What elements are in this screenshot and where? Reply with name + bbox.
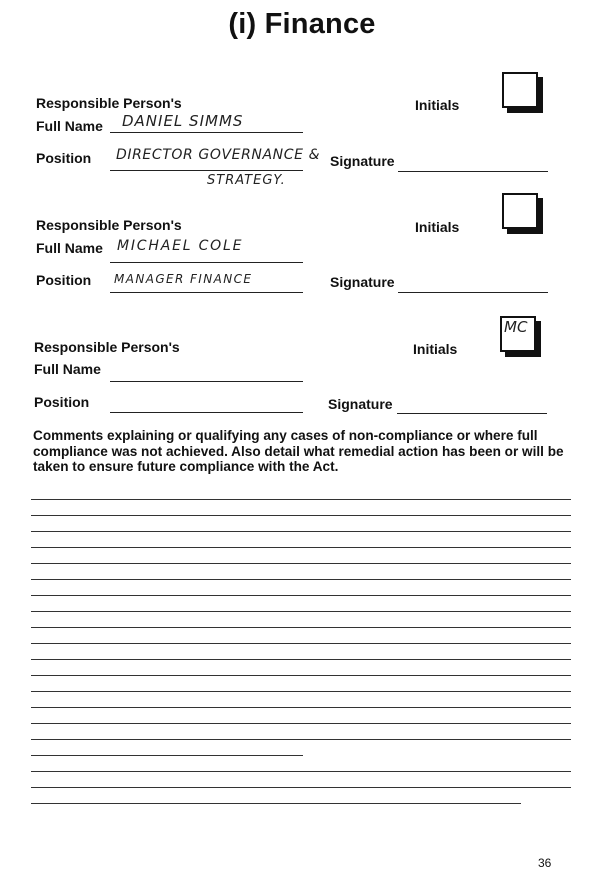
full-name-label: Full Name xyxy=(36,118,103,134)
comments-instructions: Comments explaining or qualifying any cases of non-compliance or where full compliance was not achieved. Also detail what remedial action has been or will be taken to ensure future compliance with the Act. xyxy=(33,428,564,474)
initials-box xyxy=(502,72,538,108)
comment-line xyxy=(31,659,571,660)
comment-line xyxy=(31,595,571,596)
page-title: (i) Finance xyxy=(228,8,376,40)
initials-label: Initials xyxy=(413,341,458,357)
signature-label: Signature xyxy=(328,396,393,412)
position-line xyxy=(110,412,303,413)
full-name-line xyxy=(110,262,303,263)
position-line xyxy=(110,292,303,293)
comment-line xyxy=(31,611,571,612)
comment-line xyxy=(31,515,571,516)
person1-position-line2: STRATEGY. xyxy=(207,173,286,188)
comment-line xyxy=(31,547,571,548)
person3-initials: MC xyxy=(504,318,528,336)
initials-label: Initials xyxy=(415,97,460,113)
comment-line xyxy=(31,707,571,708)
comment-line xyxy=(31,563,571,564)
responsible-person-label: Responsible Person's xyxy=(36,217,182,233)
signature-line xyxy=(397,413,547,414)
position-label: Position xyxy=(36,150,92,166)
full-name-line xyxy=(110,132,303,133)
comment-line xyxy=(31,531,571,532)
person2-full-name: MICHAEL COLE xyxy=(117,238,244,254)
comment-line xyxy=(31,691,571,692)
responsible-person-label: Responsible Person's xyxy=(34,339,180,355)
responsible-person-label: Responsible Person's xyxy=(36,95,182,111)
person1-full-name: DANIEL SIMMS xyxy=(122,112,244,130)
comment-line xyxy=(31,627,571,628)
comment-line xyxy=(31,771,571,772)
comment-line xyxy=(31,723,571,724)
comment-line xyxy=(31,675,571,676)
comment-line xyxy=(31,803,521,804)
comment-line xyxy=(31,643,571,644)
comment-line xyxy=(31,755,303,756)
signature-label: Signature xyxy=(330,274,395,290)
initials-label: Initials xyxy=(415,219,460,235)
full-name-line xyxy=(110,381,303,382)
page-number: 36 xyxy=(538,856,552,870)
full-name-label: Full Name xyxy=(34,361,101,377)
position-label: Position xyxy=(36,272,92,288)
signature-line xyxy=(398,292,548,293)
position-line xyxy=(110,170,303,171)
full-name-label: Full Name xyxy=(36,240,103,256)
initials-box xyxy=(502,193,538,229)
person1-position-line1: DIRECTOR GOVERNANCE & xyxy=(116,147,321,163)
comment-line xyxy=(31,787,571,788)
comment-line xyxy=(31,579,571,580)
signature-label: Signature xyxy=(330,153,395,169)
comment-line xyxy=(31,499,571,500)
comment-line xyxy=(31,739,571,740)
position-label: Position xyxy=(34,394,90,410)
person2-position: MANAGER FINANCE xyxy=(114,272,253,286)
